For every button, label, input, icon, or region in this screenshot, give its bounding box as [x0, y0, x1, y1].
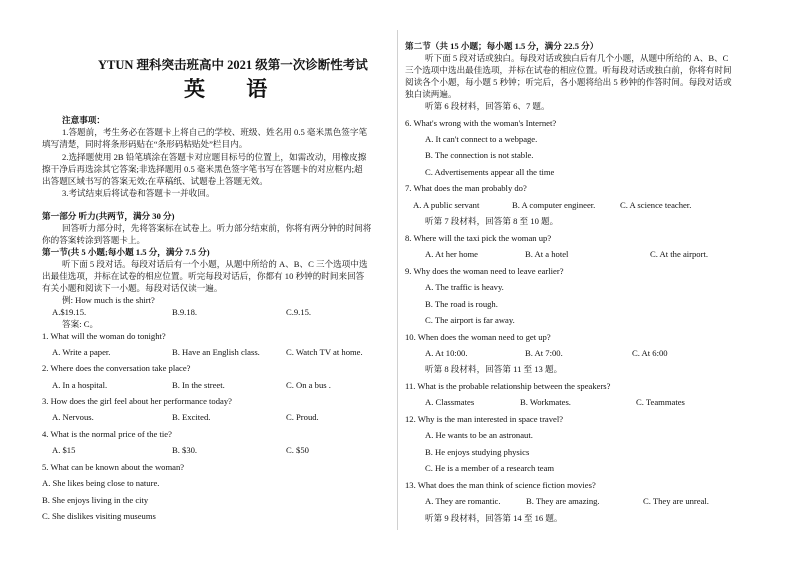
notice-line: 2.选择题使用 2B 铅笔填涂在答题卡对应题目标号的位置上，如需改动，用橡皮擦: [62, 152, 367, 162]
example-option: B.9.18.: [172, 307, 198, 317]
section2-heading: 第二节（共 15 小题；每小题 1.5 分，满分 22.5 分）: [405, 41, 599, 51]
option: B. The road is rough.: [425, 299, 498, 309]
option: C. She dislikes visiting museums: [42, 511, 156, 521]
option: A. In a hospital.: [52, 380, 108, 390]
section2-intro-line: 阅读各个小题，每小题 5 秒钟；听完后，各小题将给出 5 秒钟的作答时间。每段对话或: [405, 77, 732, 87]
question-stem: 6. What's wrong with the woman's Internet?: [405, 118, 557, 128]
option: C. Proud.: [286, 412, 319, 422]
option: C. A science teacher.: [620, 200, 692, 210]
example-answer: 答案: C。: [62, 319, 99, 329]
material-note: 听第 6 段材料，回答第 6、7 题。: [425, 101, 550, 111]
part1-intro-line: 回答听力部分时，先将答案标在试卷上。听力部分结束前，你将有两分钟的时间将: [62, 223, 372, 233]
question-stem: 5. What can be known about the woman?: [42, 462, 185, 472]
notice-line: 填写清楚，同时将条形码贴在“条形码粘贴处”栏目内。: [42, 139, 248, 149]
option: A. Nervous.: [52, 412, 94, 422]
option: B. $30.: [172, 445, 198, 455]
option: B. She enjoys living in the city: [42, 495, 149, 505]
option: B. Have an English class.: [172, 347, 260, 357]
notice-heading: 注意事项：: [62, 115, 105, 125]
option: A. $15: [52, 445, 76, 455]
option: C. On a bus .: [286, 380, 331, 390]
option: A. Classmates: [425, 397, 475, 407]
option: B. Workmates.: [520, 397, 571, 407]
question-stem: 1. What will the woman do tonight?: [42, 331, 166, 341]
notice-line: 1.答题前，考生务必在答题卡上将自己的学校、班级、姓名用 0.5 毫米黑色签字笔: [62, 127, 368, 137]
option: A. Write a paper.: [52, 347, 111, 357]
option: C. He is a member of a research team: [425, 463, 555, 473]
part1-heading: 第一部分 听力(共两节，满分 30 分): [42, 211, 175, 221]
notice-line: 擦干净后再选涂其它答案;非选择题用 0.5 毫米黑色签字笔书写在答题卡的对应框内;超: [42, 164, 363, 174]
option: C. Advertisements appear all the time: [425, 167, 555, 177]
option: C. $50: [286, 445, 309, 455]
option: C. Teammates: [636, 397, 685, 407]
option: A. At 10:00.: [425, 348, 468, 358]
material-note: 听第 9 段材料，回答第 14 至 16 题。: [425, 513, 563, 523]
option: B. At 7:00.: [525, 348, 563, 358]
material-note: 听第 7 段材料，回答第 8 至 10 题。: [425, 216, 559, 226]
example-question: 例: How much is the shirt?: [62, 295, 155, 305]
option: C. The airport is far away.: [425, 315, 515, 325]
section1-intro-line: 有关小题和阅读下一小题。每段对话仅读一遍。: [42, 283, 223, 293]
section2-intro-line: 听下面 5 段对话或独白。每段对话或独白后有几个小题，从题中所给的 A、B、C: [425, 53, 729, 63]
option: A. They are romantic.: [425, 496, 501, 506]
part1-intro-line: 你的答案转涂到答题卡上。: [42, 235, 146, 245]
option: C. They are unreal.: [643, 496, 709, 506]
question-stem: 10. When does the woman need to get up?: [405, 332, 551, 342]
question-stem: 11. What is the probable relationship between the speakers?: [405, 381, 611, 391]
question-stem: 8. Where will the taxi pick the woman up?: [405, 233, 552, 243]
option: C. At the airport.: [650, 249, 708, 259]
option: A. It can't connect to a webpage.: [425, 134, 538, 144]
column-divider: [397, 30, 398, 530]
example-option: A.$19.15.: [52, 307, 87, 317]
option: C. At 6:00: [632, 348, 668, 358]
question-stem: 12. Why is the man interested in space travel?: [405, 414, 564, 424]
option: B. Excited.: [172, 412, 211, 422]
option: A. At her home: [425, 249, 478, 259]
option: B. He enjoys studying physics: [425, 447, 530, 457]
notice-line: 3.考试结束后将试卷和答题卡一并收回。: [62, 188, 215, 198]
option: A. The traffic is heavy.: [425, 282, 504, 292]
notice-line: 出答题区域书写的答案无效;在草稿纸、试题卷上答题无效。: [42, 176, 268, 186]
option: A. He wants to be an astronaut.: [425, 430, 533, 440]
section1-intro-line: 听下面 5 段对话。每段对话后有一个小题，从题中所给的 A、B、C 三个选项中选: [62, 259, 368, 269]
option: B. They are amazing.: [526, 496, 600, 506]
material-note: 听第 8 段材料，回答第 11 至 13 题。: [425, 364, 563, 374]
option: A. A public servant: [413, 200, 480, 210]
question-stem: 3. How does the girl feel about her performance today?: [42, 396, 232, 406]
exam-title: YTUN 理科突击班高中 2021 级第一次诊断性考试: [98, 58, 368, 72]
option: C. Watch TV at home.: [286, 347, 363, 357]
option: B. The connection is not stable.: [425, 150, 534, 160]
example-option: C.9.15.: [286, 307, 312, 317]
section2-intro-line: 三个选项中选出最佳选项，并标在试卷的相应位置。听每段对话或独白前，你将有时间: [405, 65, 732, 75]
subject-title: 英 语: [184, 77, 286, 101]
question-stem: 13. What does the man think of science fiction movies?: [405, 480, 596, 490]
question-stem: 7. What does the man probably do?: [405, 183, 527, 193]
section1-heading: 第一节(共 5 小题;每小题 1.5 分，满分 7.5 分): [42, 247, 210, 257]
section2-intro-line: 独白读两遍。: [405, 89, 457, 99]
option: B. A computer engineer.: [512, 200, 596, 210]
question-stem: 4. What is the normal price of the tie?: [42, 429, 172, 439]
option: B. At a hotel: [525, 249, 569, 259]
section1-intro-line: 出最佳选项，并标在试卷的相应位置。听完每段对话后，你都有 10 秒钟的时间来回答: [42, 271, 365, 281]
question-stem: 9. Why does the woman need to leave earlier?: [405, 266, 564, 276]
option: A. She likes being close to nature.: [42, 478, 160, 488]
question-stem: 2. Where does the conversation take place?: [42, 363, 191, 373]
option: B. In the street.: [172, 380, 225, 390]
